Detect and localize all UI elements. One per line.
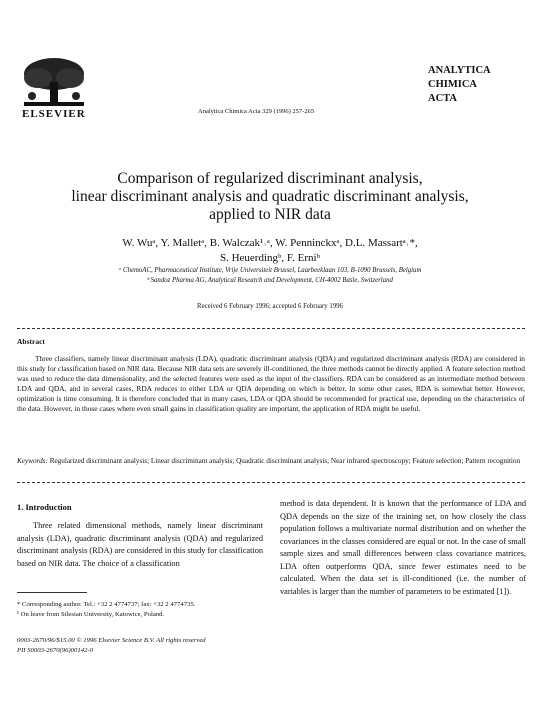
footnote-corresponding: * Corresponding author. Tel.: +32 2 4774737; fax: +32 2 4774735. — [17, 601, 196, 608]
authors — [40, 236, 500, 266]
journal-name — [428, 64, 491, 106]
footnote-rule — [17, 592, 87, 593]
pii-line: PII S0003-2670(96)00142-0 — [17, 646, 93, 654]
paper-title — [40, 170, 500, 224]
keywords-text: Regularized discriminant analysis; Linear discriminant analysis; Quadratic discriminant analysis; Near infrared spectroscopy; Feature selection; Pattern recognition — [47, 457, 521, 465]
keywords — [17, 456, 525, 466]
affiliations — [40, 266, 500, 286]
title-line: Comparison of regularized discriminant analysis, — [117, 170, 423, 187]
received-dates: Received 6 February 1996; accepted 6 February 1996 — [197, 303, 343, 310]
keywords-label: Keywords: — [17, 457, 48, 465]
divider — [17, 328, 525, 329]
section-heading: 1. Introduction — [17, 502, 72, 512]
abstract-text: Three classifiers, namely linear discriminant analysis (LDA), quadratic discriminant analysis (QDA) and regularized discriminant analysis (RDA) are considered in this study for classification based on NIR data. Because NIR data sets are severely ill-conditioned, the three methods cannot be directly applied. A feature selection method was used to reduce the data dimensionality, and the selected features were used as the input of the classifiers. RDA can be considered as an intermediate method between LDA and QDA, and in several cases, RDA reduces to either LDA or QDA depending on which is better. In some other cases, RDA is somewhat better. However, optimization is time consuming. It is therefore concluded that in many cases, LDA or QDA should be recommended for practical use, depending on the characteristics of the data. However, in those cases where even small gains in classification quality are important, the application of RDA might be useful. — [17, 354, 525, 413]
affiliation-b: ᵇ Sandoz Pharma AG, Analytical Research and Development, CH-4002 Basle, Switzerland — [147, 277, 393, 284]
publisher-name: ELSEVIER — [22, 108, 86, 120]
authors-line: S. Heuerdingᵇ, F. Erniᵇ — [219, 252, 321, 264]
elsevier-tree-logo — [18, 56, 90, 108]
copyright — [17, 636, 317, 655]
journal-name-line: ANALYTICA — [428, 65, 491, 76]
intro-left-column: Three related dimensional methods, namely linear discriminant analysis (LDA), quadratic discriminant analysis (QDA) and regularized discriminant analysis (RDA) are considered in this study for classification based on NIR data. The choice of a classification — [17, 521, 263, 568]
footnote-leave: ¹ On leave from Silesian University, Katowice, Poland. — [17, 610, 165, 618]
title-line: linear discriminant analysis and quadratic discriminant analysis, — [71, 188, 469, 205]
title-line: applied to NIR data — [209, 206, 331, 223]
copyright-line: 0003-2670/96/$15.00 © 1996 Elsevier Science B.V. All rights reserved — [17, 637, 206, 644]
authors-line: W. Wuᵃ, Y. Malletᵃ, B. Walczak¹˒ᵃ, W. Penninckxᵃ, D.L. Massartᵃ˒*, — [122, 237, 418, 249]
footnotes — [17, 600, 263, 619]
divider — [17, 482, 525, 483]
abstract-heading: Abstract — [17, 337, 45, 346]
journal-name-line: ACTA — [428, 93, 457, 104]
affiliation-a: ᵃ ChemoAC, Pharmaceutical Institute, Vrije Universiteit Brussel, Laarbeeklaan 103, B-1090 Brussels, Belgium — [118, 267, 422, 274]
journal-name-line: CHIMICA — [428, 79, 477, 90]
intro-right-column: method is data dependent. It is known that the performance of LDA and QDA depends on the size of the training set, on how closely the class population follows a multivariate normal distribution and on whether the covariances in the classes considered are equal or not. In the case of small sample sizes and small differences between class covariance matrices, LDA often outperforms QDA, since fewer estimates need to be calculated. When the data set is ill-conditioned (i.e. the number of variables is larger than the number of parameters to be estimated [1]). — [280, 499, 526, 596]
journal-reference: Analytica Chimica Acta 329 (1996) 257-265 — [198, 108, 315, 115]
